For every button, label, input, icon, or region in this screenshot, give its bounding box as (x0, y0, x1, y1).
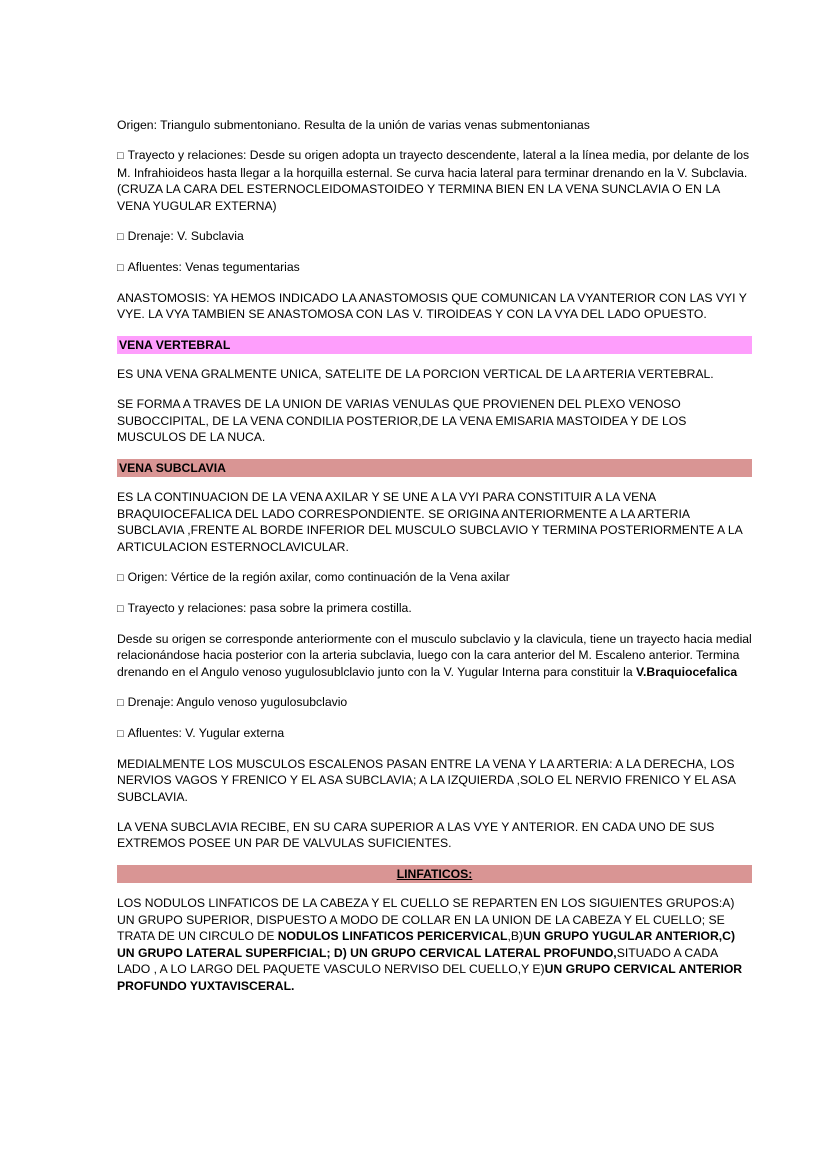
linfaticos-paragraph (117, 895, 752, 994)
subclavia-paragraph-1: ES LA CONTINUACION DE LA VENA AXILAR Y SE UNE A LA VYI PARA CONSTITUIR A LA VENA BRAQUIOCEFALICA DEL LADO CORRESPONDIENTE. SE ORIGINA ANTERIORMENTE A LA ARTERIA SUBCLAVIA ,FRENTE AL BORDE INFERIOR DEL MUSCULO SUBCLAVIO Y TERMINA POSTERIORMENTE A LA ARTICULACION ESTERNOCLAVICULAR. (117, 490, 743, 554)
escalenos-paragraph: MEDIALMENTE LOS MUSCULOS ESCALENOS PASAN ENTRE LA VENA Y LA ARTERIA: A LA DERECHA, LOS NERVIOS VAGOS Y FRENICO Y EL ASA SUBCLAVIA; A LA IZQUIERDA ,SOLO EL NERVIO FRENICO Y EL ASA SUBCLAVIA. (117, 756, 736, 804)
subclavia-drenaje-paragraph: □ Drenaje: Angulo venoso yugulosubclavio (117, 694, 752, 712)
vertebral-paragraph-2: SE FORMA A TRAVES DE LA UNION DE VARIAS VENULAS QUE PROVIENEN DEL PLEXO VENOSO SUBOCCIPITAL, DE LA VENA CONDILIA POSTERIOR,DE LA VENA EMISARIA MASTOIDEA Y DE LOS MUSCULOS DE LA NUCA. (117, 397, 687, 444)
linfaticos-bold-1: NODULOS LINFATICOS PERICERVICAL (277, 929, 508, 943)
linfaticos-text-1: LOS NODULOS LINFATICOS DE LA CABEZA Y EL CUELLO SE REPARTEN EN LOS SIGUIENTES GRUPOS:A) UN GRUPO SUPERIOR, DISPUESTO A MODO DE COLLAR EN LA UNION DE LA CABEZA Y EL CUELLO; SE TRATA DE UN CIRCULO DE (117, 896, 735, 943)
section-heading-vena-vertebral: VENA VERTEBRAL (117, 336, 752, 354)
subclavia-trayecto-paragraph: □ Trayecto y relaciones: pasa sobre la primera costilla. (117, 600, 752, 618)
section-heading-linfaticos: LINFATICOS: (117, 865, 752, 883)
linfaticos-text-2: ,B) (507, 929, 524, 943)
document-page (117, 117, 752, 1008)
linfaticos-bold-3: UN GRUPO CERVICAL ANTERIOR PROFUNDO YUXTAVISCERAL. (117, 962, 743, 993)
linfaticos-text-3: SITUADO A CADA LADO , A LO LARGO DEL PAQUETE VASCULO NERVISO DEL CUELLO,Y E) (117, 945, 718, 976)
drenaje-paragraph: □ Drenaje: V. Subclavia (117, 228, 752, 246)
subclavia-relations-paragraph (117, 631, 752, 681)
vertebral-paragraph-1: ES UNA VENA GRALMENTE UNICA, SATELITE DE LA PORCION VERTICAL DE LA ARTERIA VERTEBRAL. (117, 367, 714, 381)
relations-text: Desde su origen se corresponde anteriormente con el musculo subclavio y la clavicula, tiene un trayecto hacia medial relacionándose hacia posterior con la arteria subclavia, luego con la cara anterior del M. Escaleno anterior. Termina drenando en el Angulo venoso yugulosublclavio junto con la V. Yugular Interna para constituir la (117, 631, 752, 679)
linfaticos-bold-2: UN GRUPO YUGULAR ANTERIOR,C) UN GRUPO LATERAL SUPERFICIAL; D) UN GRUPO CERVICAL LATERAL PROFUNDO, (117, 929, 736, 960)
braquiocefalica-bold: V.Braquiocefalica (636, 664, 738, 679)
origen-paragraph: Origen: Triangulo submentoniano. Resulta de la unión de varias venas submentonianas (117, 118, 590, 132)
subclavia-origen-paragraph: □ Origen: Vértice de la región axilar, como continuación de la Vena axilar (117, 569, 752, 587)
subclavia-afluentes-paragraph: □ Afluentes: V. Yugular externa (117, 725, 752, 743)
afluentes-paragraph: □ Afluentes: Venas tegumentarias (117, 259, 752, 277)
anastomosis-paragraph: ANASTOMOSIS: YA HEMOS INDICADO LA ANASTOMOSIS QUE COMUNICAN LA VYANTERIOR CON LAS VYI Y VYE. LA VYA TAMBIEN SE ANASTOMOSA CON LAS V. TIROIDEAS Y CON LA VYA DEL LADO OPUESTO. (117, 290, 747, 321)
section-heading-vena-subclavia: VENA SUBCLAVIA (117, 459, 752, 477)
trayecto-paragraph: □ Trayecto y relaciones: Desde su origen adopta un trayecto descendente, lateral a la línea media, por delante de los M. Infrahioideos hasta llegar a la horquilla esternal. Se curva hacia lateral para terminar drenando en la V. Subclavia. (CRUZA LA CARA DEL ESTERNOCLEIDOMASTOIDEO Y TERMINA BIEN EN LA VENA SUNCLAVIA O EN LA VENA YUGULAR EXTERNA) (117, 147, 752, 214)
subclavia-recibe-paragraph: LA VENA SUBCLAVIA RECIBE, EN SU CARA SUPERIOR A LAS VYE Y ANTERIOR. EN CADA UNO DE SUS EXTREMOS POSEE UN PAR DE VALVULAS SUFICIENTES. (117, 819, 715, 850)
